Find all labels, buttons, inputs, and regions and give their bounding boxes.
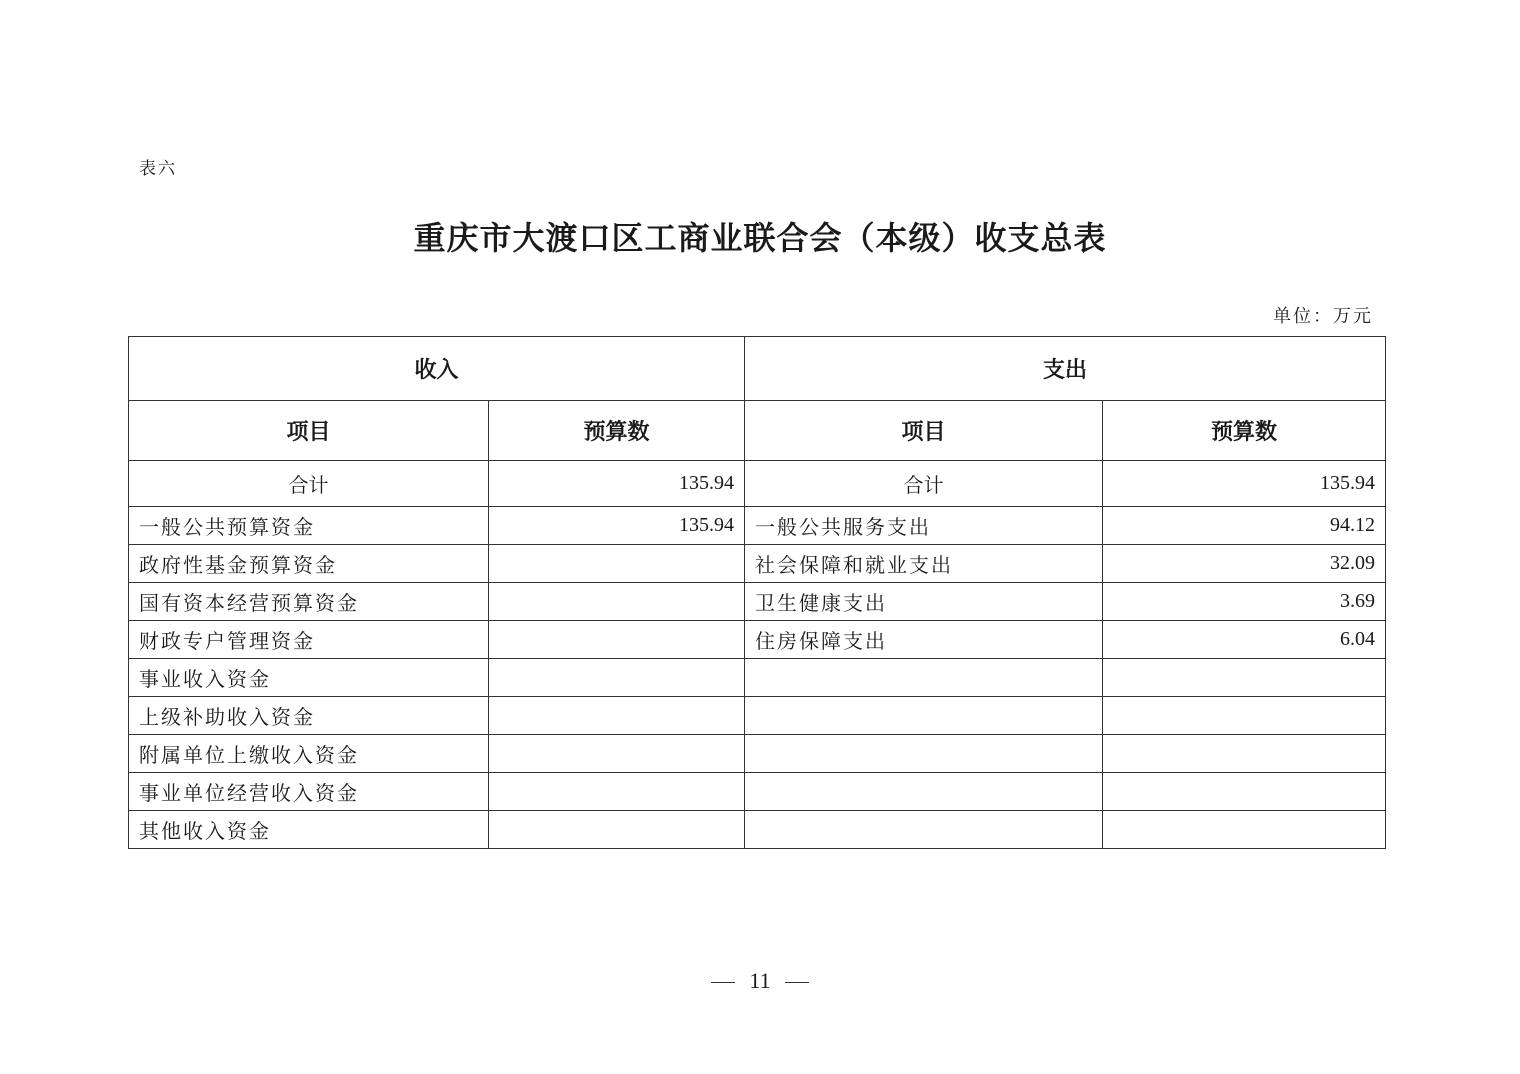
income-item: 事业收入资金 [129,659,489,697]
income-value [489,545,745,583]
income-value [489,773,745,811]
income-value [489,659,745,697]
table-row [129,811,1386,849]
expense-value [1103,811,1386,849]
income-item: 附属单位上缴收入资金 [129,735,489,773]
income-item: 国有资本经营预算资金 [129,583,489,621]
page-number-value: 11 [749,968,771,993]
expense-value: 3.69 [1103,583,1386,621]
expense-item [745,659,1103,697]
income-item: 一般公共预算资金 [129,507,489,545]
expense-item-column-header: 项目 [745,401,1103,461]
page-title: 重庆市大渡口区工商业联合会（本级）收支总表 [413,219,1107,257]
table-row [129,735,1386,773]
expense-header: 支出 [745,337,1386,401]
income-value [489,811,745,849]
income-value [489,697,745,735]
income-total-label: 合计 [129,461,489,507]
income-item-column-header: 项目 [129,401,489,461]
expense-value [1103,697,1386,735]
page-number [0,968,1520,994]
total-row [129,461,1386,507]
income-header: 收入 [129,337,745,401]
expense-value: 6.04 [1103,621,1386,659]
table-row [129,659,1386,697]
expense-value: 94.12 [1103,507,1386,545]
expense-item [745,811,1103,849]
income-value [489,621,745,659]
left-dash [711,982,735,983]
expense-total-value: 135.94 [1103,461,1386,507]
income-value [489,583,745,621]
table-row [129,545,1386,583]
table-row [129,773,1386,811]
table-row [129,583,1386,621]
expense-item [745,773,1103,811]
income-item: 财政专户管理资金 [129,621,489,659]
expense-item [745,735,1103,773]
income-total-value: 135.94 [489,461,745,507]
unit-label: 单位：万元 [1273,306,1373,327]
income-value [489,735,745,773]
expense-value [1103,735,1386,773]
income-value: 135.94 [489,507,745,545]
expense-value: 32.09 [1103,545,1386,583]
income-item: 政府性基金预算资金 [129,545,489,583]
expense-value [1103,773,1386,811]
table-number-label: 表六 [139,159,177,179]
expense-item: 社会保障和就业支出 [745,545,1103,583]
expense-item: 一般公共服务支出 [745,507,1103,545]
income-budget-column-header: 预算数 [489,401,745,461]
expense-item [745,697,1103,735]
expense-budget-column-header: 预算数 [1103,401,1386,461]
expense-value [1103,659,1386,697]
income-item: 上级补助收入资金 [129,697,489,735]
table-row [129,507,1386,545]
budget-summary-table [128,336,1386,849]
expense-total-label: 合计 [745,461,1103,507]
expense-item: 卫生健康支出 [745,583,1103,621]
income-item: 事业单位经营收入资金 [129,773,489,811]
income-item: 其他收入资金 [129,811,489,849]
expense-item: 住房保障支出 [745,621,1103,659]
table-row [129,621,1386,659]
right-dash [785,982,809,983]
table-row [129,697,1386,735]
